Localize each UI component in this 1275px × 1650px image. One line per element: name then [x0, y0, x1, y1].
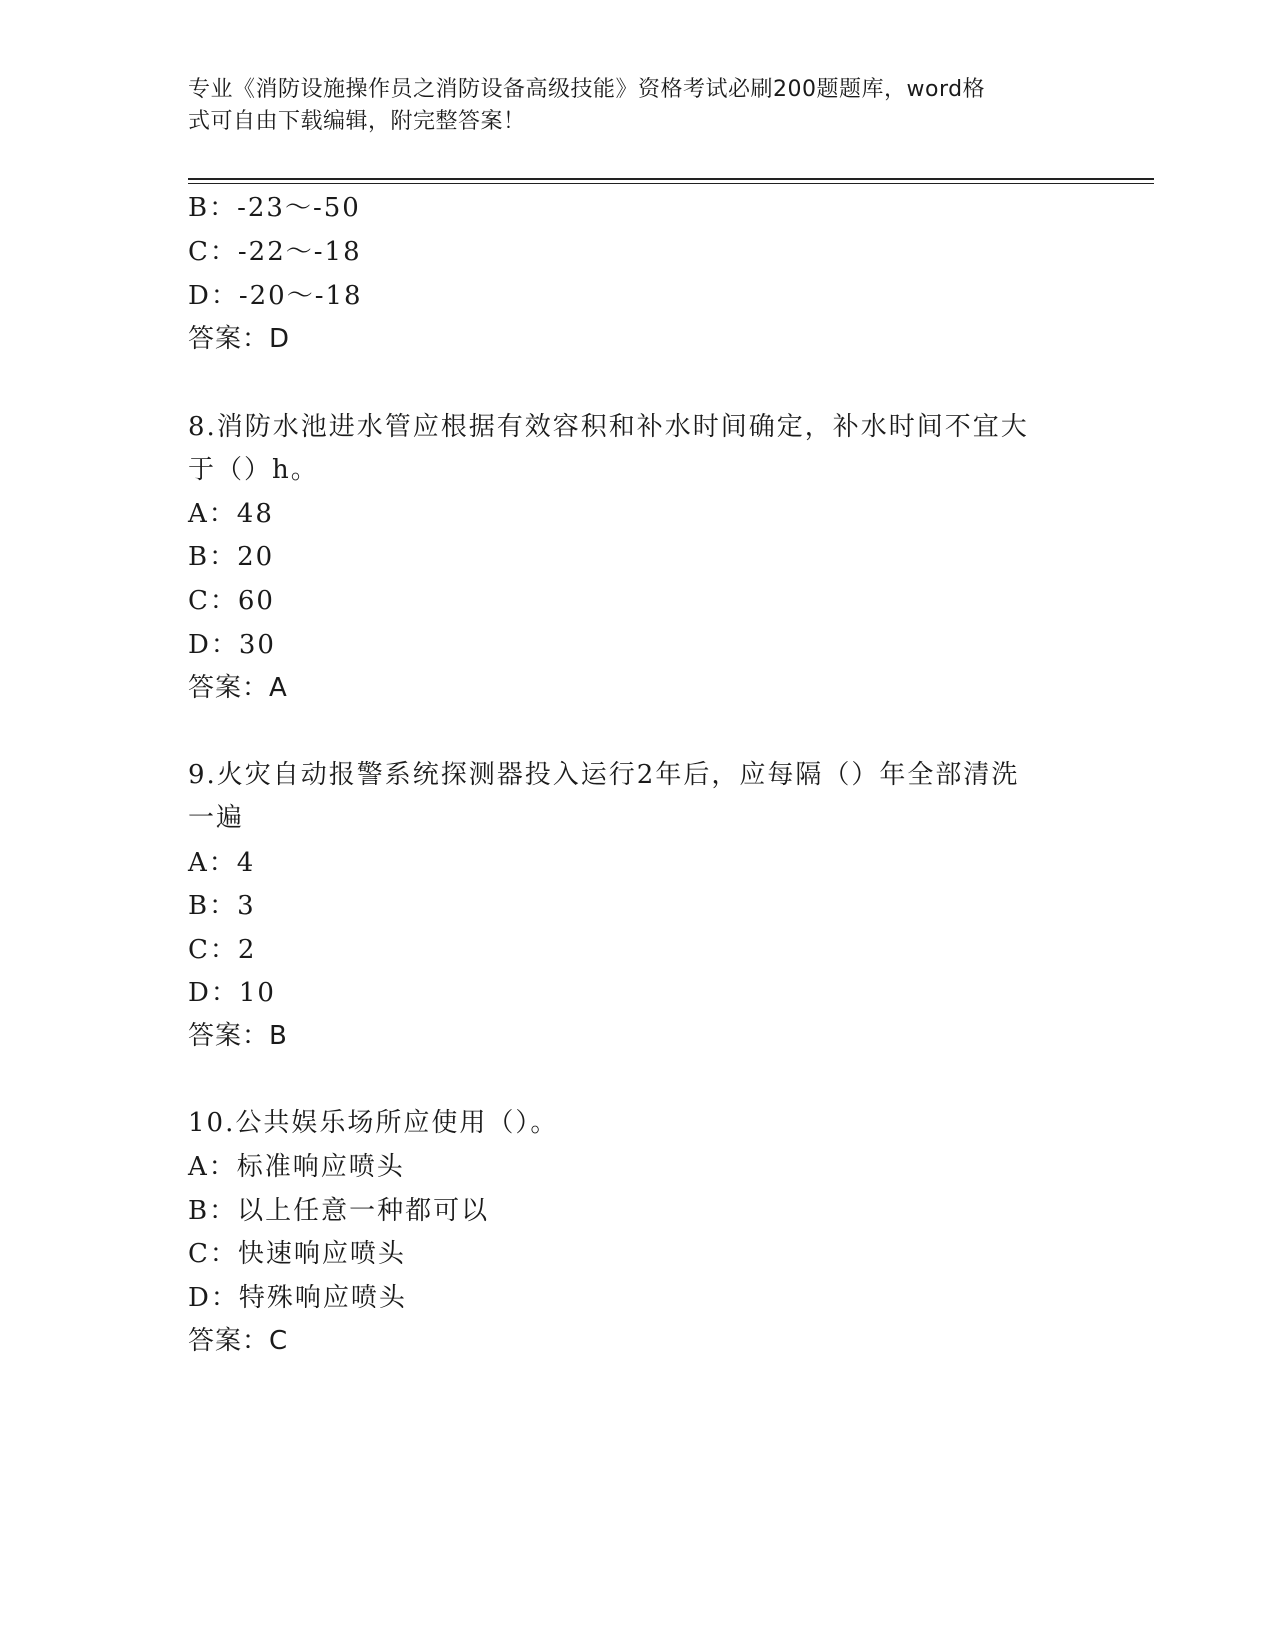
q9-answer: 答案：B: [188, 1021, 288, 1051]
q10-option-b: B：以上任意一种都可以: [188, 1196, 490, 1226]
q8-option-b: B：20: [188, 542, 275, 572]
q10-stem-line-1: 10.公共娱乐场所应使用（）。: [188, 1108, 559, 1138]
prev-option-c: C：-22～-18: [188, 237, 362, 267]
q9-option-c: C：2: [188, 935, 257, 965]
q10-answer: 答案：C: [188, 1326, 289, 1356]
prev-answer: 答案：D: [188, 324, 291, 354]
prev-option-d: D：-20～-18: [188, 281, 363, 311]
q9-option-a: A：4: [188, 848, 256, 878]
header-line-2: 式可自由下载编辑，附完整答案！: [188, 109, 526, 134]
q8-stem-line-1: 8.消防水池进水管应根据有效容积和补水时间确定，补水时间不宜大: [188, 412, 1029, 442]
header-divider-top: [188, 178, 1154, 180]
q10-option-c: C：快速响应喷头: [188, 1239, 406, 1269]
q8-stem-line-2: 于（）h。: [188, 455, 319, 485]
q9-option-d: D：10: [188, 978, 276, 1008]
q8-option-c: C：60: [188, 586, 275, 616]
header-line-1: 专业《消防设施操作员之消防设备高级技能》资格考试必刷200题题库，word格: [188, 77, 986, 102]
q10-option-d: D：特殊响应喷头: [188, 1283, 407, 1313]
q8-option-d: D：30: [188, 630, 276, 660]
document-header: [188, 74, 1068, 138]
q8-answer: 答案：A: [188, 673, 288, 703]
q9-option-b: B：3: [188, 891, 256, 921]
q9-stem-line-2: 一遍: [188, 803, 245, 833]
q9-stem-line-1: 9.火灾自动报警系统探测器投入运行2年后，应每隔（）年全部清洗: [188, 760, 1020, 790]
prev-option-b: B：-23～-50: [188, 193, 361, 223]
header-divider-bottom: [188, 183, 1154, 184]
q8-option-a: A：48: [188, 499, 274, 529]
q10-option-a: A：标准响应喷头: [188, 1152, 405, 1182]
